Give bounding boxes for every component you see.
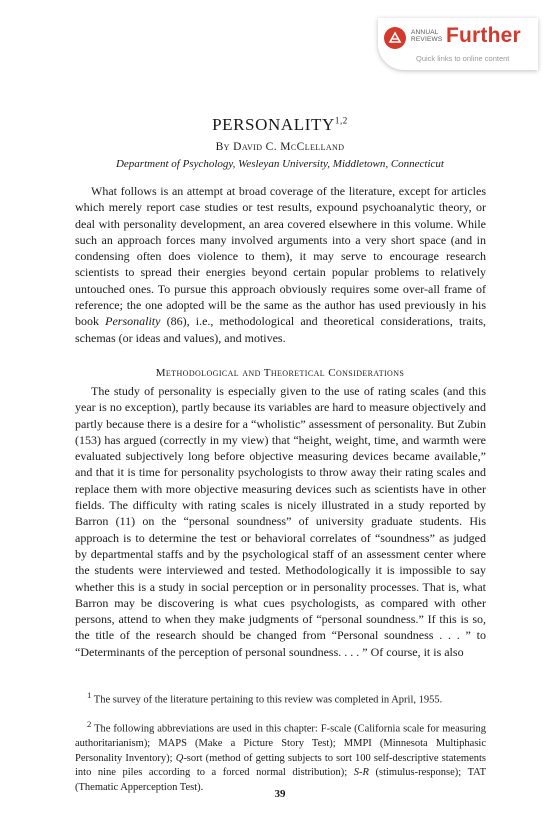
body-paragraph: The study of personality is especially given to the use of rating scales (and this year is no exception), partly because its variables are hard to measure objectively and partly because there is a desire for a “wholistic” assessment of personality. But Zubin (153) has argued (correctly in my view) that “height, weight, time, and warmth were evaluated subjectively long before objective measuring devices became available,” and that it is time for personality psychologists to throw away their rating scales and replace them with more objective measuring devices such as scientists have in other fields. The difficulty with rating scales is nicely illustrated in a study reported by Barron (11) on the “personal soundness” of university graduate students. His approach is to determine the test or behavioral correlates of “soundness” as judged by departmental staffs and by the psychological staff of an assessment center where the students were interviewed and tested. Methodologically it is impossible to say whether this is a study in social perception or in personality processes. That is, what Barron may be discovering is what cues psychologists, as compared with other persons, attend to when they make judgments of “personal soundness.” If this is so, the title of the research should be changed from “Personal soundness . . . ” to “Determinants of the perception of personal soundness. . . . ” Of course, it is also: [75, 384, 486, 659]
badge-brand-text: ANNUAL REVIEWS: [411, 29, 443, 43]
intro-paragraph: What follows is an attempt at broad coverage of the literature, except for articles which merely report case studies or test results, expound psychoanalytic theory, or deal with personality development, an area covered elsewhere in this volume. While such an approach forces many involved arguments into a very short space (and in condensing often does violence to them), it may serve to encourage research scientists to spread their energies beyond certain popular problems to relatively untouched ones. To pursue this approach obviously requires some over-all frame of reference; the one adopted will be the same as the author has used previously in his book Personality (86), i.e., methodological and theoretical considerations, traits, schemas (or ideas and values), and motives.: [75, 184, 486, 345]
article-author: By David C. McClelland: [215, 141, 345, 153]
badge-further-label[interactable]: Further: [446, 24, 521, 47]
book-title: Personality: [105, 314, 161, 329]
section-heading: Methodological and Theoretical Considerations: [155, 367, 405, 379]
badge-subtitle: Quick links to online content: [416, 54, 510, 63]
author-affiliation: Department of Psychology, Wesleyan University, Middletown, Connecticut: [115, 158, 444, 170]
article-title: PERSONALITY$^{1,2}$: [212, 115, 348, 134]
title-footnote-marks: 1,2: [334, 115, 348, 126]
annual-reviews-logo-icon: [384, 27, 406, 49]
footnote-2: $^2$ The following abbreviations are used in this chapter: F-scale (California scale for measuring authoritarianism); MAPS (Make a Picture Story Test); MMPI (Minnesota Multiphasic Personality Inventory); Q-sort (method of getting subjects to sort 100 self-descriptive statements into nine piles according to a forced normal distribution); S-R (stimulus-response); TAT (Thematic Apperception Test).: [75, 719, 487, 793]
page-number: 39: [274, 788, 286, 800]
footnote-1: $^1$ The survey of the literature pertaining to this review was completed in April, 1955.: [87, 690, 443, 706]
annual-reviews-further-badge[interactable]: [378, 18, 538, 70]
